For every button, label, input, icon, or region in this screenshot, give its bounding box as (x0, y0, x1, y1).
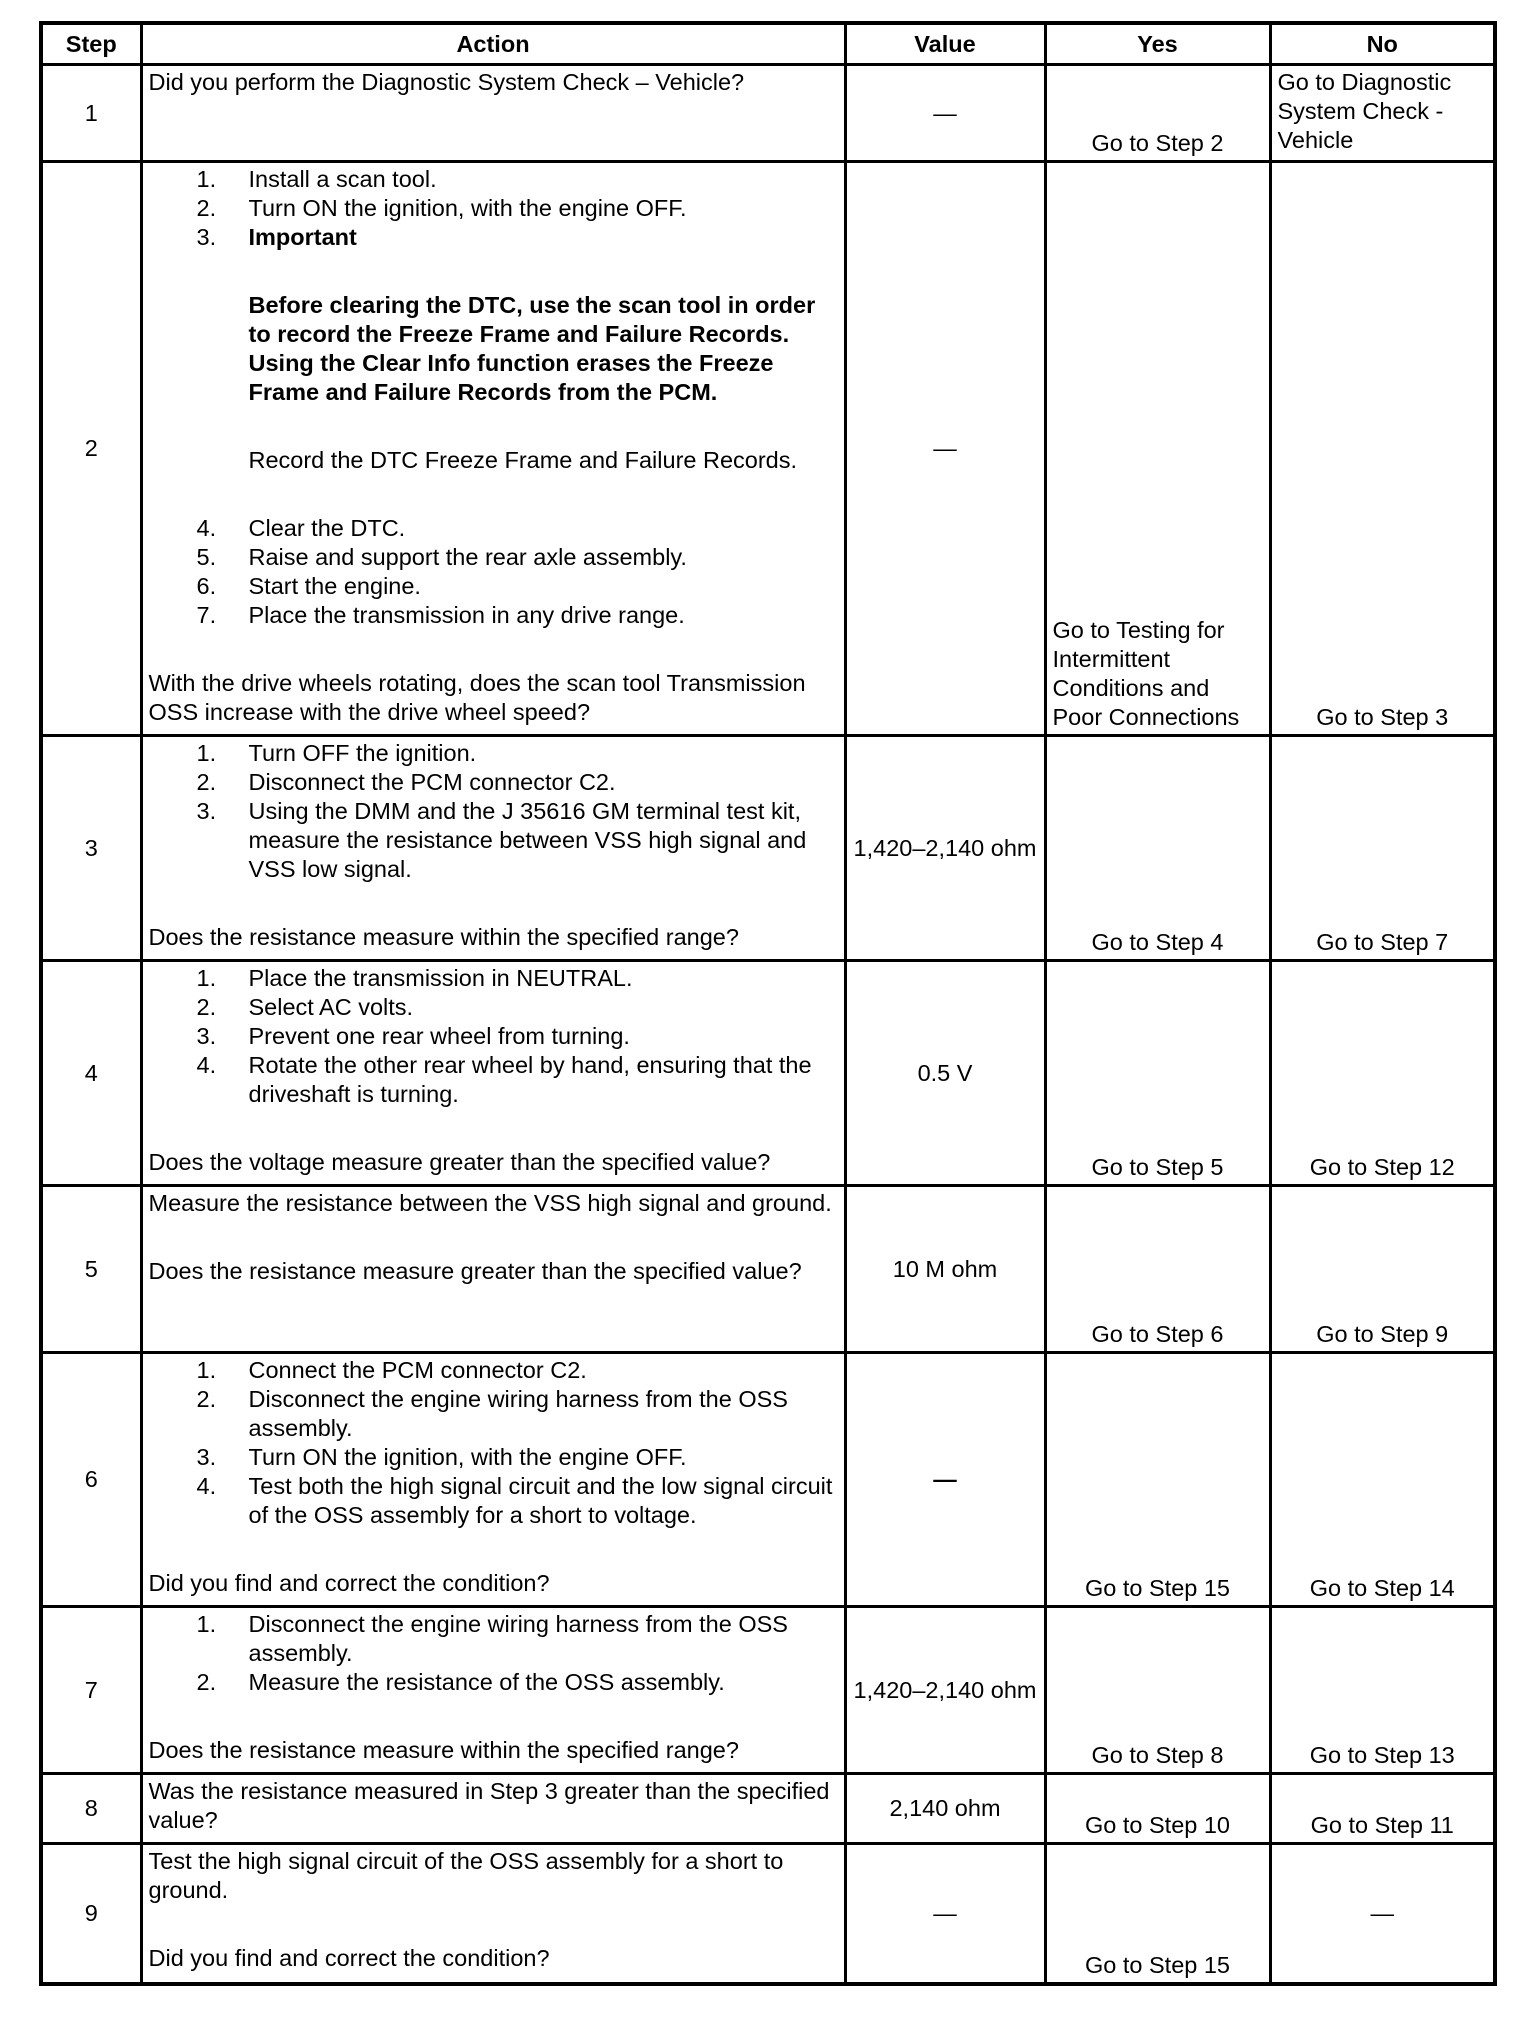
table-row (41, 1844, 1495, 1984)
list-item: 2. Disconnect the engine wiring harness from the OSS assembly. (196, 1386, 788, 1441)
list-item: 1. Turn OFF the ignition. (196, 740, 477, 766)
action-cell (141, 1774, 845, 1844)
list-item: 3. Prevent one rear wheel from turning. (196, 1023, 630, 1049)
list-item: 3. Using the DMM and the J 35616 GM terminal test kit, measure the resistance between VSS high signal and VSS low signal. (196, 798, 807, 882)
action-cell (141, 65, 845, 162)
no-cell: Go to Step 7 (1270, 736, 1495, 961)
no-cell: Go to Step 14 (1270, 1353, 1495, 1607)
list-item: 2. Measure the resistance of the OSS assembly. (196, 1669, 725, 1695)
action-text: Was the resistance measured in Step 3 greater than the specified value? (148, 1778, 830, 1833)
action-cell (141, 1186, 845, 1353)
header-yes: Yes (1045, 23, 1270, 65)
action-cell (141, 736, 845, 961)
no-cell: Go to Step 12 (1270, 961, 1495, 1186)
action-question: Does the resistance measure within the specified range? (148, 924, 739, 950)
important-note: Before clearing the DTC, use the scan tool in order to record the Freeze Frame and Failure Records. Using the Clear Info function erases the Freeze Frame and Failure Records from the PCM. (248, 292, 816, 405)
no-cell: Go to Step 11 (1270, 1774, 1495, 1844)
action-cell (141, 1353, 845, 1607)
action-text: Test the high signal circuit of the OSS assembly for a short to ground. (148, 1848, 784, 1903)
action-question: Did you find and correct the condition? (148, 1570, 550, 1596)
list-item: 4. Rotate the other rear wheel by hand, ensuring that the driveshaft is turning. (196, 1052, 812, 1107)
table-row (41, 162, 1495, 736)
yes-cell: Go to Testing for Intermittent Conditions and Poor Connections (1045, 162, 1270, 736)
yes-cell: Go to Step 10 (1045, 1774, 1270, 1844)
value-cell: 2,140 ohm (845, 1774, 1045, 1844)
table-row (41, 1607, 1495, 1774)
action-list (149, 739, 838, 884)
yes-cell: Go to Step 15 (1045, 1353, 1270, 1607)
step-number: 3 (41, 736, 141, 961)
step-number: 9 (41, 1844, 141, 1984)
value-cell: 0.5 V (845, 961, 1045, 1186)
important-label: Important (248, 224, 357, 250)
action-text: Did you perform the Diagnostic System Check – Vehicle? (148, 69, 745, 95)
header-no: No (1270, 23, 1495, 65)
action-list (149, 165, 838, 630)
no-cell: Go to Diagnostic System Check - Vehicle (1270, 65, 1495, 162)
value-cell: 10 M ohm (845, 1186, 1045, 1353)
action-list (149, 1356, 838, 1530)
table-row (41, 1774, 1495, 1844)
list-item: 4. Test both the high signal circuit and the low signal circuit of the OSS assembly for a short to voltage. (196, 1473, 833, 1528)
no-cell: Go to Step 9 (1270, 1186, 1495, 1353)
list-item: 5. Raise and support the rear axle assembly. (196, 544, 687, 570)
yes-cell: Go to Step 6 (1045, 1186, 1270, 1353)
list-item: 2. Disconnect the PCM connector C2. (196, 769, 616, 795)
no-cell: — (1270, 1844, 1495, 1984)
list-item: 2. Turn ON the ignition, with the engine OFF. (196, 195, 687, 221)
header-step: Step (41, 23, 141, 65)
step-number: 4 (41, 961, 141, 1186)
value-cell: — (845, 1844, 1045, 1984)
yes-cell: Go to Step 2 (1045, 65, 1270, 162)
action-cell (141, 961, 845, 1186)
step-number: 5 (41, 1186, 141, 1353)
table-row (41, 1353, 1495, 1607)
step-number: 6 (41, 1353, 141, 1607)
list-item: 1. Disconnect the engine wiring harness from the OSS assembly. (196, 1611, 788, 1666)
step-number: 8 (41, 1774, 141, 1844)
list-item: 4. Clear the DTC. (196, 515, 406, 541)
list-item: 1. Place the transmission in NEUTRAL. (196, 965, 633, 991)
step-number: 1 (41, 65, 141, 162)
action-question: With the drive wheels rotating, does the scan tool Transmission OSS increase with the drive wheel speed? (148, 670, 806, 725)
diagnostic-table (39, 21, 1497, 1986)
step-number: 2 (41, 162, 141, 736)
list-item: 7. Place the transmission in any drive range. (196, 602, 685, 628)
no-cell: Go to Step 13 (1270, 1607, 1495, 1774)
no-cell: Go to Step 3 (1270, 162, 1495, 736)
yes-cell: Go to Step 4 (1045, 736, 1270, 961)
value-cell: — (845, 65, 1045, 162)
action-question: Does the resistance measure within the specified range? (148, 1737, 739, 1763)
table-row (41, 65, 1495, 162)
list-item: 3. Important Before clearing the DTC, use the scan tool in order to record the Freeze Frame and Failure Records. Using the Clear Info function erases the Freeze Frame and Failure Records from the PCM. Record the DTC Freeze Frame and Failure Records. (149, 223, 838, 475)
value-cell: — (845, 1353, 1045, 1607)
list-item: 1. Connect the PCM connector C2. (196, 1357, 587, 1383)
action-list (149, 1610, 838, 1697)
table-header-row (41, 23, 1495, 65)
action-cell (141, 1607, 845, 1774)
action-question: Did you find and correct the condition? (148, 1945, 550, 1971)
table-row (41, 736, 1495, 961)
value-cell: 1,420–2,140 ohm (845, 736, 1045, 961)
action-question: Does the resistance measure greater than the specified value? (148, 1258, 802, 1284)
table-row (41, 961, 1495, 1186)
yes-cell: Go to Step 8 (1045, 1607, 1270, 1774)
value-cell: — (845, 162, 1045, 736)
yes-cell: Go to Step 5 (1045, 961, 1270, 1186)
action-list (149, 964, 838, 1109)
list-item: 6. Start the engine. (196, 573, 421, 599)
action-question: Does the voltage measure greater than the specified value? (148, 1149, 771, 1175)
action-cell (141, 1844, 845, 1984)
header-value: Value (845, 23, 1045, 65)
list-item: 3. Turn ON the ignition, with the engine OFF. (196, 1444, 687, 1470)
table-row (41, 1186, 1495, 1353)
value-cell: 1,420–2,140 ohm (845, 1607, 1045, 1774)
header-action: Action (141, 23, 845, 65)
record-note: Record the DTC Freeze Frame and Failure Records. (248, 447, 798, 473)
step-number: 7 (41, 1607, 141, 1774)
list-item: 2. Select AC volts. (196, 994, 414, 1020)
list-item: 1. Install a scan tool. (196, 166, 437, 192)
yes-cell: Go to Step 15 (1045, 1844, 1270, 1984)
action-text: Measure the resistance between the VSS high signal and ground. (148, 1190, 832, 1216)
action-cell (141, 162, 845, 736)
